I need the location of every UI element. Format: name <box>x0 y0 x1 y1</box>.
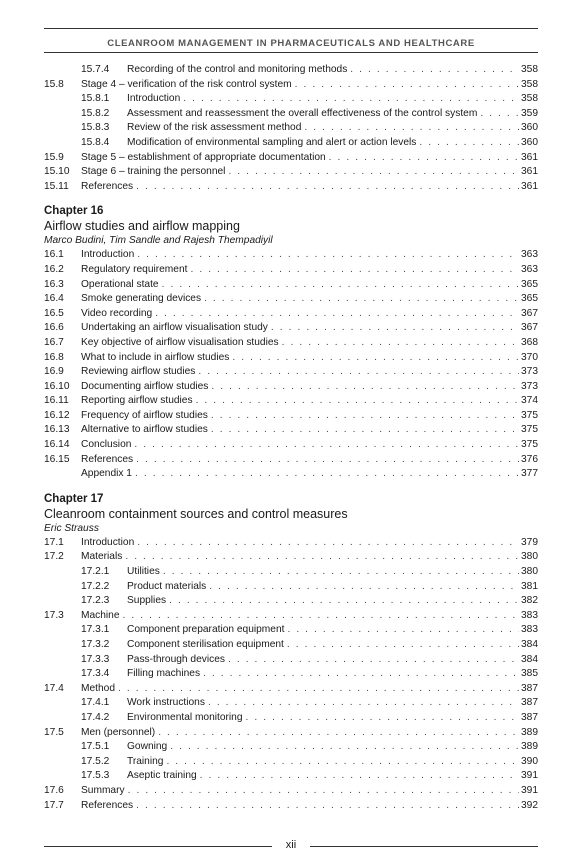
entry-title: Work instructions <box>127 696 208 711</box>
entry-title: Aseptic training <box>127 769 200 784</box>
entry-page: 361 <box>521 166 538 178</box>
entry-page: 358 <box>521 78 538 90</box>
chapter-authors: Marco Budini, Tim Sandle and Rajesh Thempadiyil <box>44 235 273 247</box>
dot-leader <box>204 292 519 307</box>
toc-entry <box>44 726 538 741</box>
entry-title: Men (personnel) <box>81 726 158 741</box>
entry-line <box>127 63 538 78</box>
entry-page: 361 <box>521 151 538 163</box>
dot-leader <box>136 180 519 195</box>
toc-entry <box>44 92 538 107</box>
dot-leader <box>137 536 519 551</box>
entry-line <box>81 78 538 93</box>
entry-title: Gowning <box>127 740 170 755</box>
dot-leader <box>350 63 519 78</box>
entry-number: 15.8.4 <box>81 136 110 148</box>
toc-entry <box>44 623 538 638</box>
toc-entry <box>44 165 538 180</box>
chapter-title: Airflow studies and airflow mapping <box>44 219 240 234</box>
entry-title: Review of the risk assessment method <box>127 121 304 136</box>
toc-entry <box>44 740 538 755</box>
entry-number: 16.12 <box>44 409 70 421</box>
entry-title: Smoke generating devices <box>81 292 204 307</box>
entry-line <box>127 594 538 609</box>
toc-entry <box>44 151 538 166</box>
entry-title: References <box>81 453 136 468</box>
entry-number: 17.2.2 <box>81 580 110 592</box>
toc-entry <box>44 536 538 551</box>
dot-leader <box>136 799 519 814</box>
entry-title: Modification of environmental sampling and alert or action levels <box>127 136 419 151</box>
entry-title: Introduction <box>81 248 137 263</box>
toc-entry <box>44 453 538 468</box>
toc-entry <box>44 248 538 263</box>
chapter-label: Chapter 17 <box>44 492 104 505</box>
entry-page: 367 <box>521 307 538 319</box>
entry-title: References <box>81 799 136 814</box>
entry-page: 385 <box>521 668 538 680</box>
entry-title: Machine <box>81 609 123 624</box>
dot-leader <box>209 580 519 595</box>
dot-leader <box>200 769 519 784</box>
top-rule <box>44 28 538 29</box>
entry-number: 16.1 <box>44 249 64 261</box>
entry-title: Component sterilisation equipment <box>127 638 287 653</box>
entry-page: 383 <box>521 609 538 621</box>
entry-title: Undertaking an airflow visualisation study <box>81 321 271 336</box>
entry-line <box>127 755 538 770</box>
entry-title: Materials <box>81 550 125 565</box>
entry-line <box>127 667 538 682</box>
entry-page: 379 <box>521 536 538 548</box>
dot-leader <box>208 696 519 711</box>
entry-title: Stage 6 – training the personnel <box>81 165 228 180</box>
entry-number: 17.5.3 <box>81 770 110 782</box>
entry-number: 16.2 <box>44 263 64 275</box>
entry-page: 389 <box>521 726 538 738</box>
dot-leader <box>158 726 519 741</box>
dot-leader <box>198 365 519 380</box>
toc-entry <box>44 263 538 278</box>
entry-line <box>81 151 538 166</box>
entry-line <box>81 467 538 482</box>
dot-leader <box>128 784 519 799</box>
dot-leader <box>136 453 519 468</box>
entry-number: 15.8.3 <box>81 122 110 134</box>
entry-number: 16.15 <box>44 453 70 465</box>
entry-number: 17.5.1 <box>81 741 110 753</box>
entry-number: 17.3.3 <box>81 653 110 665</box>
entry-number: 17.5.2 <box>81 755 110 767</box>
entry-page: 376 <box>521 453 538 465</box>
entry-number: 15.8.2 <box>81 107 110 119</box>
toc-entry <box>44 711 538 726</box>
toc-entry <box>44 107 538 122</box>
entry-line <box>81 536 538 551</box>
entry-line <box>127 107 538 122</box>
entry-number: 16.11 <box>44 395 69 407</box>
toc-entry <box>44 380 538 395</box>
entry-page: 360 <box>521 136 538 148</box>
entry-number: 17.4.2 <box>81 711 110 723</box>
entry-page: 381 <box>521 580 538 592</box>
entry-title: Video recording <box>81 307 155 322</box>
entry-line <box>127 136 538 151</box>
dot-leader <box>232 351 519 366</box>
entry-number: 17.2 <box>44 551 64 563</box>
header-rule <box>44 52 538 53</box>
entry-page: 375 <box>521 409 538 421</box>
entry-title: Introduction <box>127 92 183 107</box>
toc-entry <box>44 438 538 453</box>
footer-rule-left <box>44 846 272 847</box>
entry-title: Stage 5 – establishment of appropriate documentation <box>81 151 329 166</box>
entry-title: Assessment and reassessment the overall effectiveness of the control system <box>127 107 480 122</box>
dot-leader <box>287 623 519 638</box>
toc-entry <box>44 609 538 624</box>
entry-number: 16.9 <box>44 366 64 378</box>
entry-page: 391 <box>521 784 538 796</box>
entry-page: 389 <box>521 741 538 753</box>
entry-line <box>81 380 538 395</box>
entry-line <box>81 336 538 351</box>
entry-page: 373 <box>521 366 538 378</box>
entry-title: Utilities <box>127 565 163 580</box>
entry-number: 15.7.4 <box>81 64 110 75</box>
toc-entry <box>44 321 538 336</box>
entry-title: Recording of the control and monitoring methods <box>127 63 350 78</box>
entry-title: Introduction <box>81 536 137 551</box>
entry-line <box>127 653 538 668</box>
dot-leader <box>419 136 519 151</box>
entry-line <box>127 638 538 653</box>
dot-leader <box>125 550 519 565</box>
entry-line <box>81 321 538 336</box>
entry-number: 17.1 <box>44 536 64 548</box>
entry-number: 15.9 <box>44 151 64 163</box>
toc-entry <box>44 682 538 697</box>
dot-leader <box>211 423 519 438</box>
dot-leader <box>329 151 519 166</box>
entry-page: 359 <box>521 107 538 119</box>
chapter-label: Chapter 16 <box>44 205 104 218</box>
entry-title: Stage 4 – verification of the risk control system <box>81 78 295 93</box>
entry-line <box>81 165 538 180</box>
entry-number: 16.6 <box>44 322 64 334</box>
entry-line <box>127 740 538 755</box>
entry-page: 383 <box>521 624 538 636</box>
entry-page: 380 <box>521 551 538 563</box>
entry-page: 368 <box>521 336 538 348</box>
dot-leader <box>271 321 519 336</box>
chapter-title: Cleanroom containment sources and control measures <box>44 506 348 521</box>
entry-line <box>127 565 538 580</box>
toc-entry <box>44 594 538 609</box>
entry-title: Supplies <box>127 594 169 609</box>
entry-title: Operational state <box>81 278 162 293</box>
running-head: CLEANROOM MANAGEMENT IN PHARMACEUTICALS AND HEALTHCARE <box>107 38 475 49</box>
toc-entry <box>44 292 538 307</box>
entry-number: 15.8 <box>44 78 64 90</box>
entry-page: 387 <box>521 682 538 694</box>
dot-leader <box>282 336 519 351</box>
entry-number: 17.2.3 <box>81 595 110 607</box>
entry-page: 377 <box>521 468 538 480</box>
entry-page: 375 <box>521 439 538 451</box>
entry-number: 17.3.2 <box>81 639 110 650</box>
entry-page: 360 <box>521 122 538 134</box>
entry-page: 391 <box>521 770 538 782</box>
toc-entry <box>44 653 538 668</box>
entry-line <box>81 784 538 799</box>
entry-line <box>81 609 538 624</box>
dot-leader <box>163 565 519 580</box>
entry-number: 15.10 <box>44 166 70 178</box>
entry-line <box>81 726 538 741</box>
entry-page: 392 <box>521 799 538 811</box>
entry-page: 361 <box>521 180 538 192</box>
entry-line <box>81 409 538 424</box>
dot-leader <box>295 78 519 93</box>
entry-title: Documenting airflow studies <box>81 380 211 395</box>
entry-line <box>127 711 538 726</box>
entry-number: 16.8 <box>44 351 64 363</box>
toc-entry <box>44 799 538 814</box>
entry-line <box>81 423 538 438</box>
entry-page: 358 <box>521 64 538 75</box>
entry-number: 17.2.1 <box>81 566 110 578</box>
toc-entry <box>44 394 538 409</box>
entry-line <box>127 92 538 107</box>
table-of-contents <box>44 63 538 813</box>
toc-entry <box>44 278 538 293</box>
toc-entry <box>44 121 538 136</box>
entry-title: Product materials <box>127 580 209 595</box>
entry-number: 17.4.1 <box>81 697 110 709</box>
dot-leader <box>169 594 519 609</box>
entry-line <box>127 623 538 638</box>
entry-title: Pass-through devices <box>127 653 228 668</box>
toc-entry <box>44 467 538 482</box>
entry-line <box>81 438 538 453</box>
toc-entry <box>44 136 538 151</box>
entry-number: 17.3.1 <box>81 624 110 636</box>
entry-title: Training <box>127 755 166 770</box>
entry-title: Frequency of airflow studies <box>81 409 211 424</box>
toc-entry <box>44 365 538 380</box>
entry-line <box>81 278 538 293</box>
entry-page: 390 <box>521 755 538 767</box>
chapter-authors: Eric Strauss <box>44 522 99 534</box>
entry-page: 384 <box>521 653 538 665</box>
entry-number: 17.3.4 <box>81 668 110 680</box>
entry-number: 16.10 <box>44 380 70 392</box>
entry-title: Appendix 1 <box>81 467 135 482</box>
entry-number: 17.4 <box>44 682 64 694</box>
entry-page: 380 <box>521 566 538 578</box>
dot-leader <box>246 711 519 726</box>
toc-entry <box>44 180 538 195</box>
toc-entry <box>44 78 538 93</box>
entry-page: 387 <box>521 711 538 723</box>
dot-leader <box>155 307 519 322</box>
entry-title: Reporting airflow studies <box>81 394 196 409</box>
entry-page: 363 <box>521 249 538 261</box>
dot-leader <box>228 165 519 180</box>
toc-entry <box>44 696 538 711</box>
entry-line <box>127 121 538 136</box>
entry-page: 363 <box>521 263 538 275</box>
entry-line <box>127 580 538 595</box>
entry-number: 16.3 <box>44 278 64 290</box>
entry-line <box>81 292 538 307</box>
dot-leader <box>196 394 519 409</box>
footer-rule-right <box>310 846 538 847</box>
entry-title: What to include in airflow studies <box>81 351 232 366</box>
entry-line <box>81 550 538 565</box>
dot-leader <box>190 263 519 278</box>
entry-title: Summary <box>81 784 128 799</box>
dot-leader <box>137 248 519 263</box>
dot-leader <box>123 609 519 624</box>
entry-number: 16.4 <box>44 293 64 305</box>
toc-entry <box>44 769 538 784</box>
entry-line <box>81 453 538 468</box>
entry-title: Method <box>81 682 118 697</box>
entry-title: Regulatory requirement <box>81 263 190 278</box>
entry-number: 17.7 <box>44 799 64 811</box>
dot-leader <box>135 467 519 482</box>
entry-title: Alternative to airflow studies <box>81 423 211 438</box>
dot-leader <box>170 740 519 755</box>
toc-entry <box>44 667 538 682</box>
entry-page: 358 <box>521 93 538 105</box>
entry-title: Conclusion <box>81 438 134 453</box>
entry-line <box>81 307 538 322</box>
toc-entry <box>44 423 538 438</box>
entry-line <box>127 769 538 784</box>
dot-leader <box>183 92 519 107</box>
toc-entry <box>44 565 538 580</box>
entry-line <box>81 682 538 697</box>
entry-page: 374 <box>521 395 538 407</box>
entry-number: 17.3 <box>44 609 64 621</box>
dot-leader <box>162 278 519 293</box>
entry-title: Filling machines <box>127 667 203 682</box>
dot-leader <box>228 653 519 668</box>
entry-page: 387 <box>521 697 538 709</box>
entry-line <box>81 799 538 814</box>
toc-entry <box>44 307 538 322</box>
toc-entry <box>44 351 538 366</box>
entry-line <box>81 365 538 380</box>
entry-number: 16.7 <box>44 336 64 348</box>
toc-entry <box>44 63 538 78</box>
toc-entry <box>44 336 538 351</box>
dot-leader <box>211 380 519 395</box>
toc-entry <box>44 784 538 799</box>
entry-number: 17.5 <box>44 726 64 738</box>
dot-leader <box>211 409 519 424</box>
dot-leader <box>118 682 519 697</box>
entry-page: 373 <box>521 380 538 392</box>
dot-leader <box>480 107 519 122</box>
entry-number: 16.13 <box>44 424 70 436</box>
entry-line <box>127 696 538 711</box>
entry-number: 17.6 <box>44 784 64 796</box>
dot-leader <box>287 638 519 653</box>
entry-title: Environmental monitoring <box>127 711 246 726</box>
entry-title: Reviewing airflow studies <box>81 365 198 380</box>
entry-number: 15.11 <box>44 180 69 192</box>
entry-page: 370 <box>521 351 538 363</box>
entry-page: 365 <box>521 293 538 305</box>
entry-number: 16.5 <box>44 307 64 319</box>
toc-entry <box>44 409 538 424</box>
entry-line <box>81 248 538 263</box>
entry-page: 367 <box>521 322 538 334</box>
entry-number: 16.14 <box>44 439 70 451</box>
dot-leader <box>166 755 519 770</box>
toc-entry <box>44 638 538 653</box>
page-number: xii <box>285 839 297 851</box>
entry-page: 365 <box>521 278 538 290</box>
entry-page: 384 <box>521 639 538 650</box>
toc-entry <box>44 550 538 565</box>
toc-entry <box>44 755 538 770</box>
dot-leader <box>134 438 519 453</box>
entry-line <box>81 394 538 409</box>
entry-line <box>81 351 538 366</box>
entry-number: 15.8.1 <box>81 93 110 105</box>
toc-entry <box>44 580 538 595</box>
entry-title: Key objective of airflow visualisation studies <box>81 336 282 351</box>
dot-leader <box>203 667 519 682</box>
entry-page: 382 <box>521 595 538 607</box>
entry-title: Component preparation equipment <box>127 623 287 638</box>
entry-page: 375 <box>521 424 538 436</box>
entry-line <box>81 263 538 278</box>
entry-title: References <box>81 180 136 195</box>
entry-line <box>81 180 538 195</box>
dot-leader <box>304 121 519 136</box>
